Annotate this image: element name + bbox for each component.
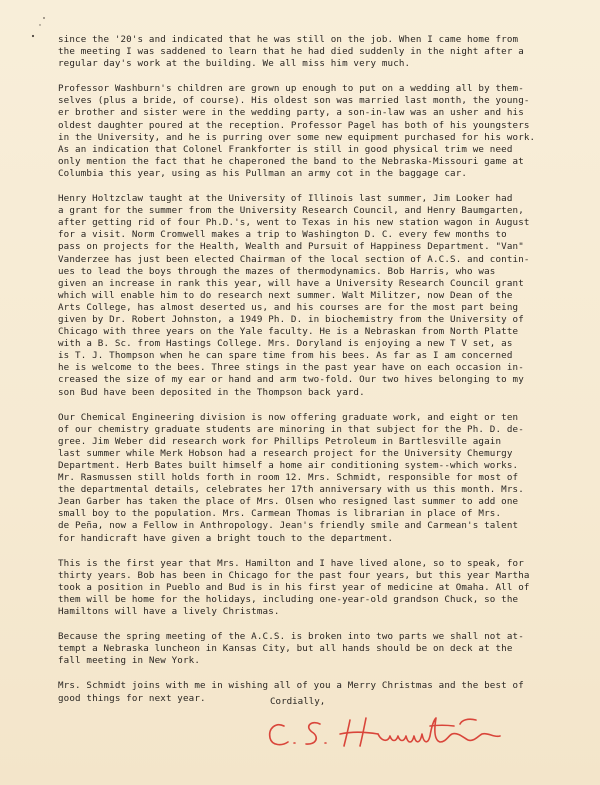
closing-salutation: Cordially, xyxy=(270,696,326,707)
paragraph-continuation: since the '20's and indicated that he was still on the job. When I came home from the meeting I was saddened to learn that he had died suddenly in the night after a regular day's work at the building. We all miss him very much. xyxy=(58,34,524,70)
paragraph-washburn: Professor Washburn's children are grown up enough to put on a wedding all by them- selves (plus a bride, of course). His oldest son was married last month, the young- er brother and sister were in the wedding party, a son-in-law was an usher and his oldest daughter poured at the reception. Professor Pagel has both of his youngsters in the University, and he is purring over some new equipment purchased for his work. As an indication that Colonel Frankforter is still in good physical trim we need only mention the fact that he chaperoned the band to the Nebraska-Missouri game at Columbia this year, using as his Pullman an army cot in the baggage car. xyxy=(58,83,536,179)
paragraph-hamilton-family: This is the first year that Mrs. Hamilton and I have lived alone, so to speak, for thirty years. Bob has been in Chicago for the past four years, but this year Martha took a position in Pueblo and Bud is in his first year of medicine at Omaha. All of them will be home for the holidays, including one-year-old grandson Chuck, so the Hamiltons will have a lively Christmas. xyxy=(58,557,530,618)
handwritten-signature xyxy=(262,712,532,752)
paragraph-chemical-engineering: Our Chemical Engineering division is now offering graduate work, and eight or ten of our chemistry graduate students are minoring in that subject for the Ph. D. de- gree. Jim Weber did research work for Phillips Petroleum in Bartlesville again last summer while Merk Hobson had a research project for the University Chemurgy Department. Herb Bates built himself a home air conditioning system--which works. Mr. Rasmussen still holds forth in room 12. Mrs. Schmidt, responsible for most of the departmental details, celebrates her 17th anniversary with us this month. Mrs. Jean Garber has taken the place of Mrs. Olsen who resigned last summer to add one small boy to the population. Mrs. Carmean Thomas is librarian in place of Mrs. de Peña, now a Fellow in Anthropology. Jean's friendly smile and Carmean's talent for handicraft have given a bright touch to the department. xyxy=(58,411,524,544)
paper-specks xyxy=(30,12,50,42)
paragraph-faculty-news: Henry Holtzclaw taught at the University of Illinois last summer, Jim Looker had a grant for the summer from the University Research Council, and Henry Baumgarten, after getting rid of four Ph.D.'s, went to Texas in his new station wagon in August for a visit. Norm Cromwell makes a trip to Washington D. C. every few months to pass on projects for the Health, Wealth and Pursuit of Happiness Department. "Van" Vanderzee has just been elected Chairman of the local section of A.C.S. and contin- ues to lead the boys through the mazes of thermodynamics. Bob Harris, who was given an increase in rank this year, will have a University Research Council grant which will enable him to do research next summer. Walt Militzer, now Dean of the Arts College, has almost deserted us, and his courses are for the most part being given by Dr. Robert Johnston, a 1949 Ph. D. in biochemistry from the University of Chicago with three years on the Yale faculty. He is a Nebraskan from North Platte with a B. Sc. from Hastings College. Mrs. Doryland is enjoying a new T V set, as is T. J. Thompson when he can spare time from his bees. As far as I am concerned he is welcome to the bees. Three stings in the past year have on each occasion in- creased the size of my ear or hand and arm two-fold. Our two hives belonging to my son Bud have been deposited in the Thompson back yard. xyxy=(58,193,530,398)
paragraph-acs-meeting: Because the spring meeting of the A.C.S. is broken into two parts we shall not at- tempt a Nebraska luncheon in Kansas City, but all hands should be on deck at the fall meeting in New York. xyxy=(58,631,524,667)
letter-body xyxy=(58,34,580,718)
paragraph-holiday-wishes: Mrs. Schmidt joins with me in wishing all of you a Merry Christmas and the best of good things for next year. xyxy=(58,680,524,704)
